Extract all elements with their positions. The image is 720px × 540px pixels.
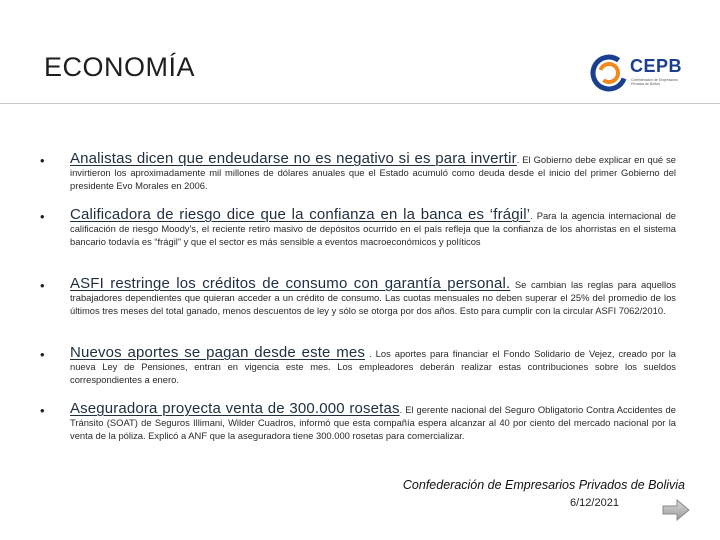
news-body: . El Gobierno debe explicar en qué se invirtieron los aproximadamente mil millones de dólares anuales que el Estado acumuló como deuda desde el inicio del primer Gobierno del presidente Evo Morales en 2006. (70, 154, 676, 192)
logo-text: CEPB (630, 56, 683, 76)
news-body: . Para la agencia internacional de calificación de riesgo Moody's, el reciente retiro masivo de depósitos ocurrido en el país refleja que la confianza de los ahorristas en el sistema bancario todavía es “frágil” y que el sector es más sensible a eventos macroeconómicos y políticos (70, 210, 677, 248)
news-item (40, 346, 676, 387)
news-headline-link[interactable]: ASFI restringe los créditos de consumo con garantía personal. (70, 275, 511, 292)
footer-date: 6/12/2021 (570, 497, 619, 509)
news-item (40, 277, 676, 318)
news-item (40, 208, 676, 249)
cepb-logo (590, 52, 686, 94)
bullet-icon: • (40, 347, 45, 362)
logo-subtitle: Confederación de Empresarios Privados de Bolivia (631, 78, 678, 86)
title-divider (0, 103, 720, 104)
news-headline-link[interactable]: Aseguradora proyecta venta de 300.000 rosetas (70, 400, 400, 417)
bullet-icon: • (40, 278, 45, 293)
cepb-logo-icon (590, 54, 628, 92)
news-headline-link[interactable]: Analistas dicen que endeudarse no es negativo si es para invertir (70, 150, 517, 167)
news-item (40, 152, 676, 193)
arrow-right-icon[interactable] (662, 499, 690, 521)
news-headline-link[interactable]: Calificadora de riesgo dice que la confianza en la banca es ‘frágil’ (70, 206, 531, 223)
bullet-icon: • (40, 153, 45, 168)
page-title: ECONOMÍA (44, 52, 196, 82)
news-headline-link[interactable]: Nuevos aportes se pagan desde este mes (70, 344, 366, 361)
news-item (40, 402, 676, 443)
bullet-icon: • (40, 403, 45, 418)
bullet-icon: • (40, 209, 45, 224)
news-body: . El gerente nacional del Seguro Obligatorio Contra Accidentes de Tránsito (SOAT) de Seguros Illimani, Wilder Cuadros, informó que esta compañía espera alcanzar al 40 por ciento del mercado nacional por la venta de la póliza. Explicó a ANF que la aseguradora tiene 300.000 rosetas para comercializar. (70, 404, 676, 442)
footer-organization: Confederación de Empresarios Privados de Bolivia (402, 478, 685, 492)
news-body: . Los aportes para financiar el Fondo Solidario de Vejez, creado por la nueva Ley de Pensiones, entran en vigencia este mes. Los empleadores deberán realizar estas contribuciones sobre los sueldos correspondientes a enero. (70, 348, 676, 386)
news-body: Se cambian las reglas para aquellos trabajadores dependientes que quieran acceder a un crédito de consumo. Las cuotas mensuales no deben superar el 25% del promedio de los últimos tres meses del total ganado, menos descuentos de ley y sólo se otorga por dos años. Esto para cumplir con la circular ASFI 7062/2010. (70, 279, 676, 317)
